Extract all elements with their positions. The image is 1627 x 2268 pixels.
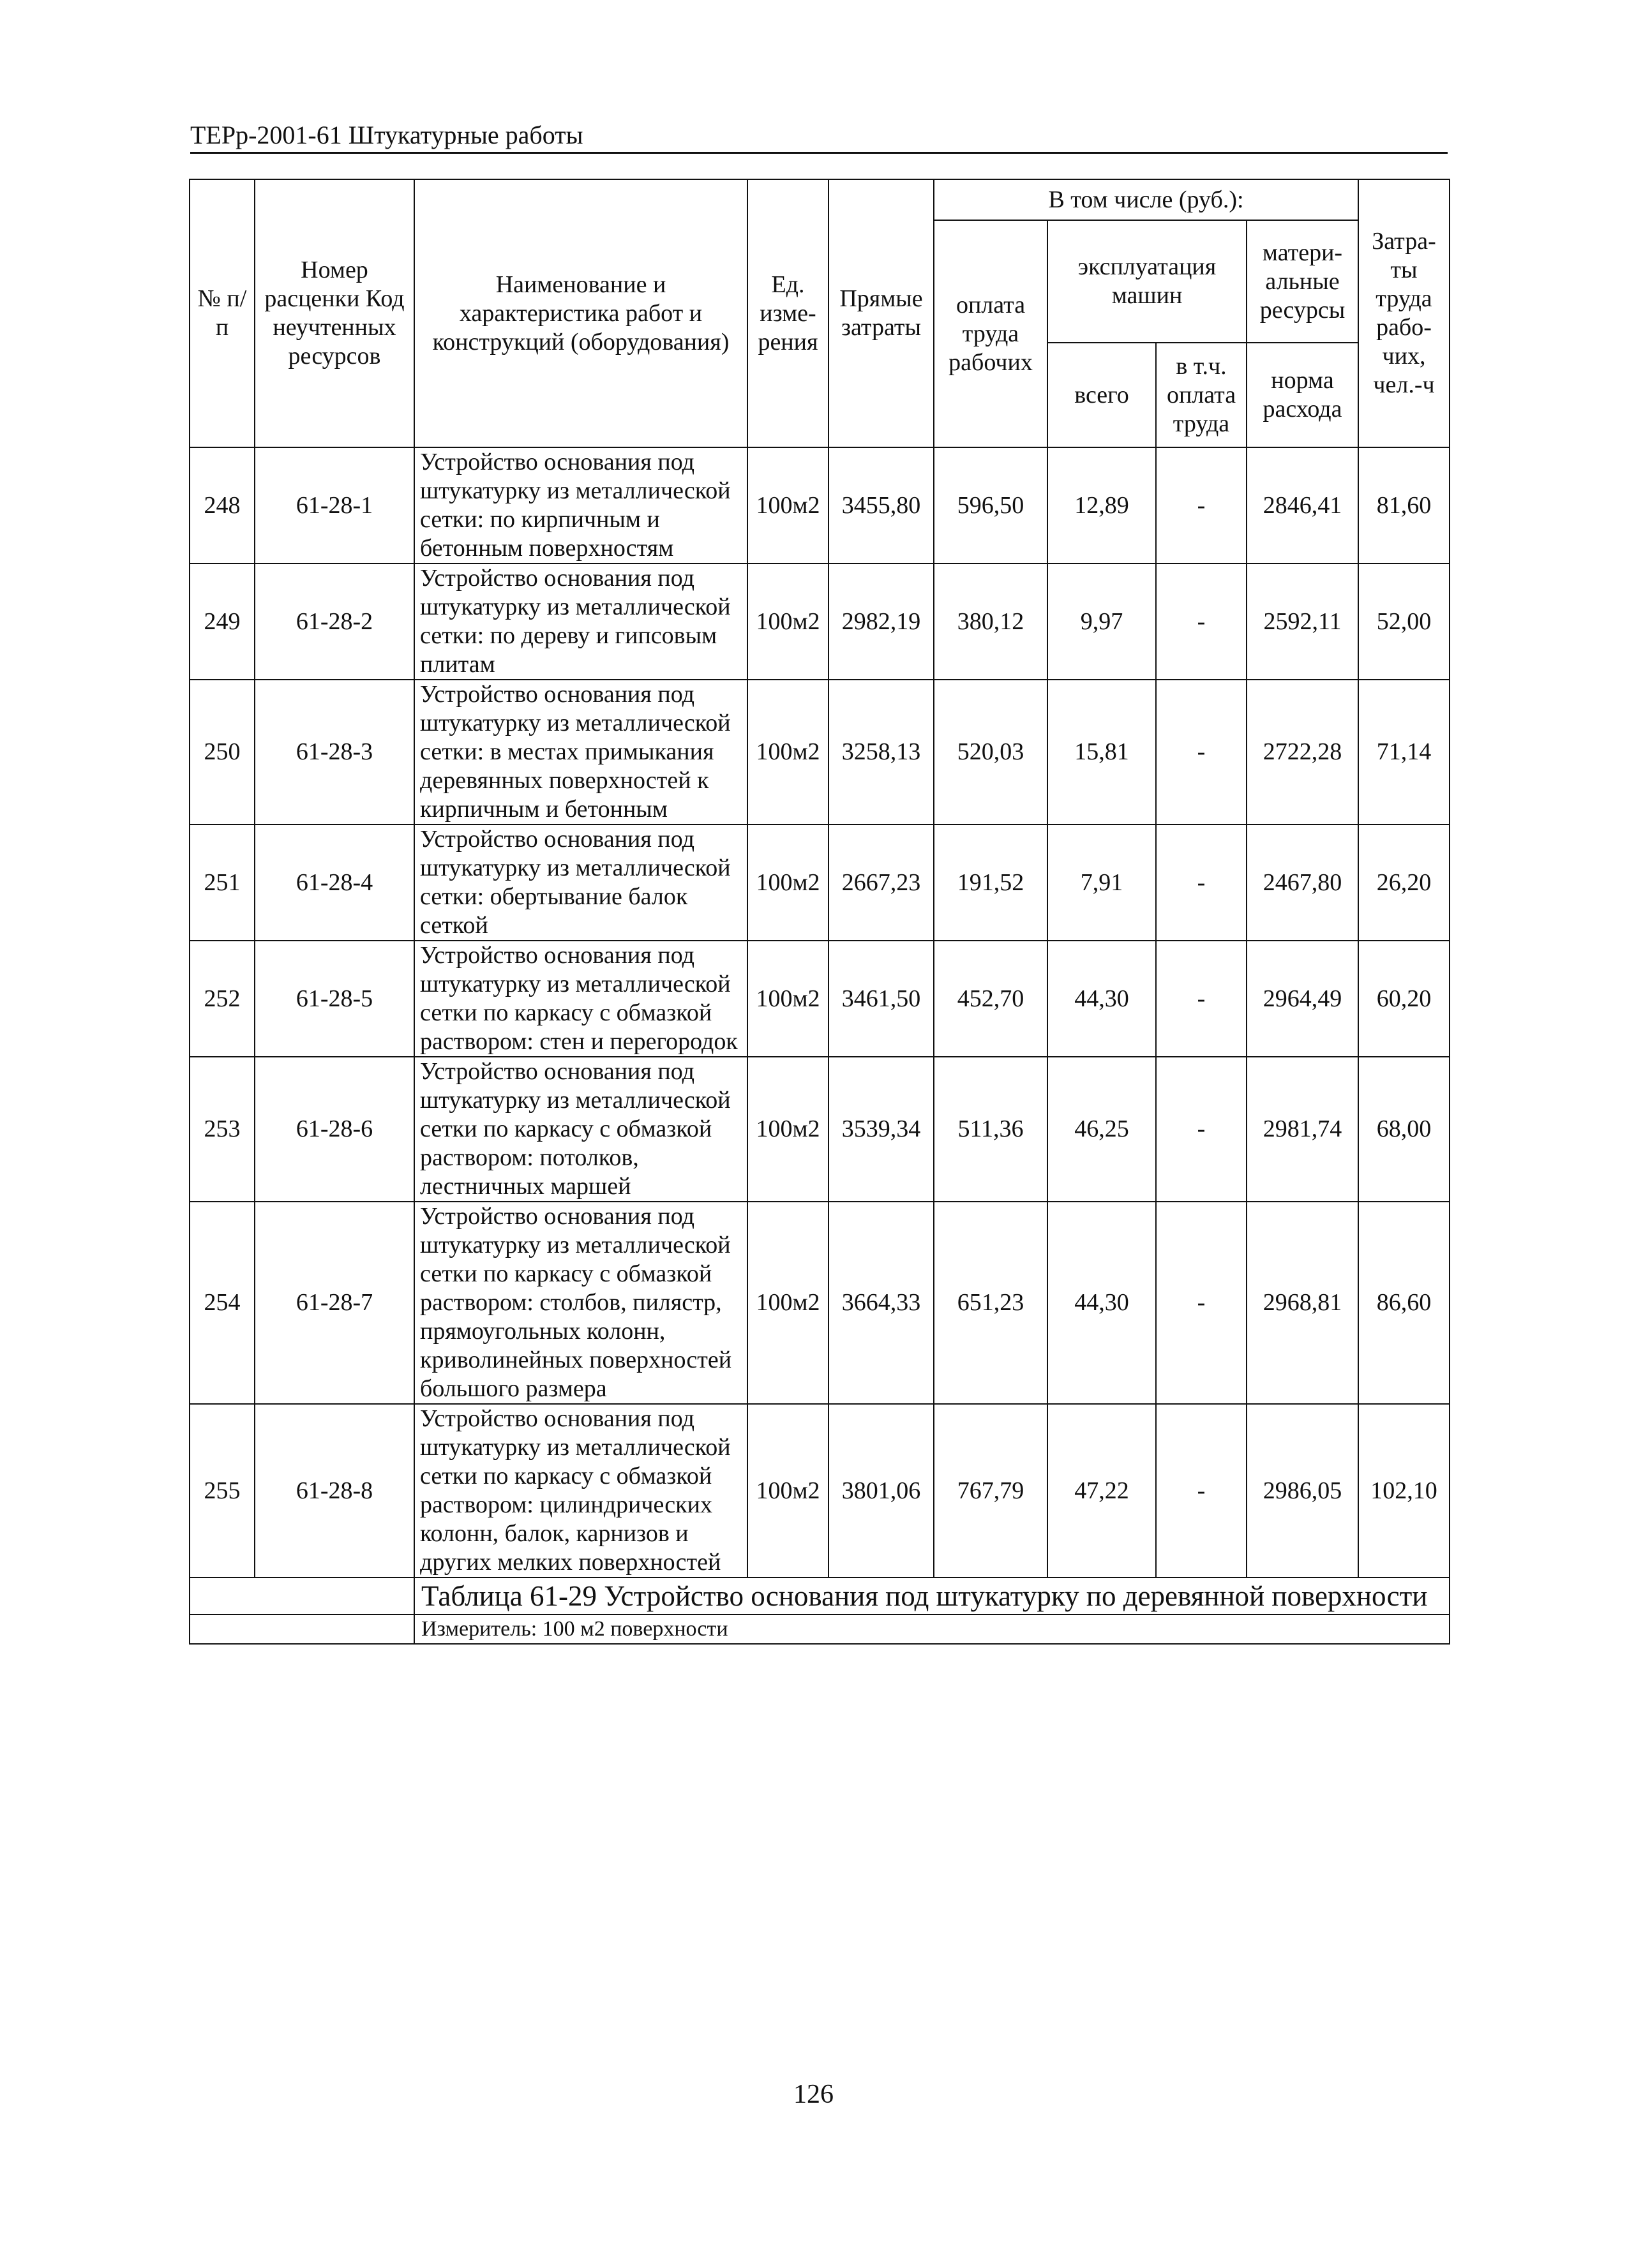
- row-hours: 102,10: [1358, 1404, 1450, 1578]
- header-machines-labor: в т.ч. оплата труда: [1156, 343, 1247, 447]
- row-hours: 52,00: [1358, 563, 1450, 680]
- running-head: ТЕРр-2001-61 Штукатурные работы: [190, 120, 1448, 154]
- section-title-row: [190, 1578, 1450, 1615]
- header-num: № п/п: [190, 179, 255, 447]
- row-labor: 767,79: [934, 1404, 1047, 1578]
- table-row: [190, 1057, 1450, 1202]
- header-unit: Ед. изме-рения: [747, 179, 828, 447]
- row-hours: 81,60: [1358, 447, 1450, 563]
- row-materials: 2722,28: [1247, 680, 1358, 824]
- header-materials-norm: норма расхода: [1247, 343, 1358, 447]
- row-unit: 100м2: [747, 1057, 828, 1202]
- header-code: Номер расценки Код неучтенных ресурсов: [255, 179, 414, 447]
- row-unit: 100м2: [747, 563, 828, 680]
- row-direct: 2667,23: [828, 824, 934, 941]
- unit-line-row: [190, 1615, 1450, 1644]
- header-including: В том числе (руб.):: [934, 179, 1358, 220]
- row-hours: 86,60: [1358, 1202, 1450, 1404]
- row-machines-labor: -: [1156, 563, 1247, 680]
- row-labor: 596,50: [934, 447, 1047, 563]
- row-materials: 2846,41: [1247, 447, 1358, 563]
- rates-table: [189, 179, 1450, 1645]
- row-machines: 46,25: [1047, 1057, 1156, 1202]
- row-num: 252: [190, 941, 255, 1057]
- row-machines: 12,89: [1047, 447, 1156, 563]
- row-num: 250: [190, 680, 255, 824]
- table-row: [190, 447, 1450, 563]
- row-materials: 2986,05: [1247, 1404, 1358, 1578]
- row-machines-labor: -: [1156, 1404, 1247, 1578]
- row-direct: 3801,06: [828, 1404, 934, 1578]
- row-direct: 3461,50: [828, 941, 934, 1057]
- row-code: 61-28-6: [255, 1057, 414, 1202]
- row-machines-labor: -: [1156, 1202, 1247, 1404]
- table-row: [190, 941, 1450, 1057]
- row-hours: 26,20: [1358, 824, 1450, 941]
- row-machines: 7,91: [1047, 824, 1156, 941]
- table-row: [190, 563, 1450, 680]
- row-machines: 15,81: [1047, 680, 1156, 824]
- row-labor: 651,23: [934, 1202, 1047, 1404]
- row-name: Устройство основания под штукатурку из металлической сетки по каркасу с обмазкой раствором: цилиндрических колонн, балок, карнизов и других мелких поверхностей: [414, 1404, 747, 1578]
- row-name: Устройство основания под штукатурку из металлической сетки: по дереву и гипсовым плитам: [414, 563, 747, 680]
- row-num: 251: [190, 824, 255, 941]
- row-code: 61-28-1: [255, 447, 414, 563]
- row-code: 61-28-5: [255, 941, 414, 1057]
- row-unit: 100м2: [747, 1202, 828, 1404]
- row-unit: 100м2: [747, 824, 828, 941]
- row-name: Устройство основания под штукатурку из металлической сетки по каркасу с обмазкой раствором: столбов, пилястр, прямоугольных колонн, криволинейных поверхностей большого размера: [414, 1202, 747, 1404]
- row-unit: 100м2: [747, 447, 828, 563]
- row-name: Устройство основания под штукатурку из металлической сетки по каркасу с обмазкой раствором: потолков, лестничных маршей: [414, 1057, 747, 1202]
- row-num: 248: [190, 447, 255, 563]
- row-machines-labor: -: [1156, 1057, 1247, 1202]
- page-number: 126: [793, 2080, 834, 2109]
- row-direct: 3455,80: [828, 447, 934, 563]
- row-hours: 71,14: [1358, 680, 1450, 824]
- header-name: Наименование и характеристика работ и конструкций (оборудования): [414, 179, 747, 447]
- row-name: Устройство основания под штукатурку из металлической сетки: в местах примыкания деревянных поверхностей к кирпичным и бетонным: [414, 680, 747, 824]
- row-labor: 380,12: [934, 563, 1047, 680]
- row-labor: 452,70: [934, 941, 1047, 1057]
- row-unit: 100м2: [747, 941, 828, 1057]
- row-hours: 60,20: [1358, 941, 1450, 1057]
- row-code: 61-28-7: [255, 1202, 414, 1404]
- row-labor: 191,52: [934, 824, 1047, 941]
- row-num: 253: [190, 1057, 255, 1202]
- row-machines-labor: -: [1156, 941, 1247, 1057]
- table-row: [190, 1202, 1450, 1404]
- unit-line: Измеритель: 100 м2 поверхности: [414, 1615, 1450, 1644]
- row-labor: 511,36: [934, 1057, 1047, 1202]
- section-title-blank: [190, 1578, 414, 1615]
- row-unit: 100м2: [747, 1404, 828, 1578]
- row-code: 61-28-4: [255, 824, 414, 941]
- row-code: 61-28-3: [255, 680, 414, 824]
- row-name: Устройство основания под штукатурку из металлической сетки: по кирпичным и бетонным поверхностям: [414, 447, 747, 563]
- header-direct: Прямые затраты: [828, 179, 934, 447]
- row-machines: 44,30: [1047, 941, 1156, 1057]
- row-materials: 2968,81: [1247, 1202, 1358, 1404]
- section-title: Таблица 61-29 Устройство основания под штукатурку по деревянной поверхности: [414, 1578, 1450, 1615]
- row-materials: 2592,11: [1247, 563, 1358, 680]
- row-machines-labor: -: [1156, 680, 1247, 824]
- row-num: 255: [190, 1404, 255, 1578]
- row-name: Устройство основания под штукатурку из металлической сетки по каркасу с обмазкой раствором: стен и перегородок: [414, 941, 747, 1057]
- row-code: 61-28-8: [255, 1404, 414, 1578]
- header-machines-total: всего: [1047, 343, 1156, 447]
- row-num: 249: [190, 563, 255, 680]
- row-unit: 100м2: [747, 680, 828, 824]
- row-materials: 2981,74: [1247, 1057, 1358, 1202]
- row-code: 61-28-2: [255, 563, 414, 680]
- row-materials: 2467,80: [1247, 824, 1358, 941]
- header-machines: эксплуатация машин: [1047, 220, 1247, 343]
- row-materials: 2964,49: [1247, 941, 1358, 1057]
- header-labor-pay: оплата труда рабочих: [934, 220, 1047, 447]
- table-row: [190, 680, 1450, 824]
- row-direct: 3258,13: [828, 680, 934, 824]
- row-machines-labor: -: [1156, 447, 1247, 563]
- table-row: [190, 1404, 1450, 1578]
- row-labor: 520,03: [934, 680, 1047, 824]
- row-num: 254: [190, 1202, 255, 1404]
- row-machines: 47,22: [1047, 1404, 1156, 1578]
- header-materials: матери-альные ресурсы: [1247, 220, 1358, 343]
- unit-line-blank: [190, 1615, 414, 1644]
- table-row: [190, 824, 1450, 941]
- row-hours: 68,00: [1358, 1057, 1450, 1202]
- row-machines: 44,30: [1047, 1202, 1156, 1404]
- row-machines: 9,97: [1047, 563, 1156, 680]
- header-labor-hours: Затра-ты труда рабо-чих, чел.-ч: [1358, 179, 1450, 447]
- row-name: Устройство основания под штукатурку из металлической сетки: обертывание балок сеткой: [414, 824, 747, 941]
- row-direct: 2982,19: [828, 563, 934, 680]
- row-machines-labor: -: [1156, 824, 1247, 941]
- row-direct: 3664,33: [828, 1202, 934, 1404]
- row-direct: 3539,34: [828, 1057, 934, 1202]
